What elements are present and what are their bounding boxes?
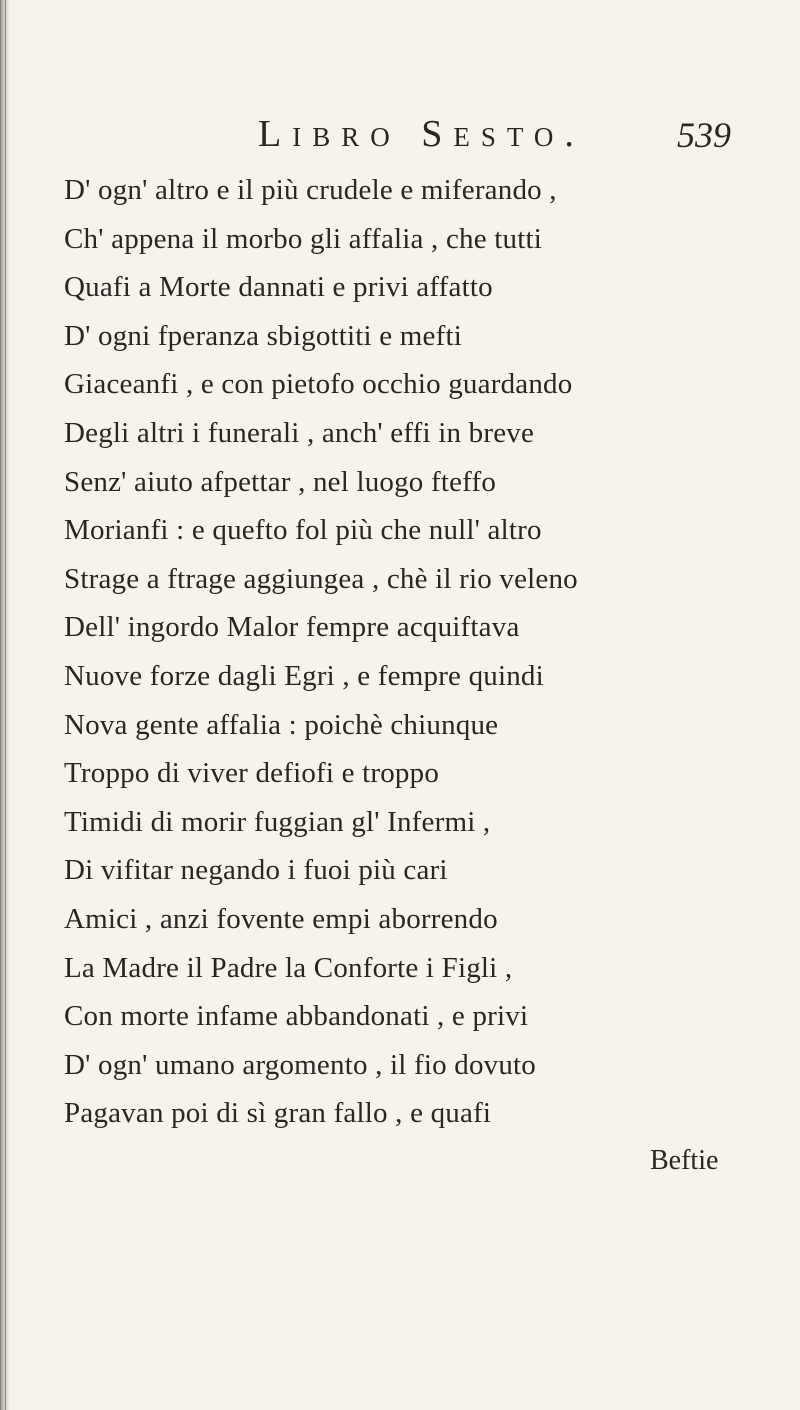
- verse-line: Nuove forze dagli Egri , e fempre quindi: [64, 659, 544, 692]
- verse-line: Morianfi : e quefto fol più che null' altro: [64, 514, 542, 547]
- verse-line: Giaceanfi , e con pietofo occhio guardando: [64, 368, 573, 401]
- verse-line: Di vifitar negando i fuoi più cari: [64, 854, 448, 887]
- verse-line: Pagavan poi di sì gran fallo , e quafi: [64, 1097, 492, 1130]
- verse-line: Senz' aiuto afpettar , nel luogo fteffo: [64, 465, 497, 498]
- running-header: [0, 112, 800, 162]
- verse-line: Quafi a Morte dannati e privi affatto: [64, 271, 493, 304]
- verse-line: Nova gente affalia : poichè chiunque: [64, 708, 499, 741]
- verse-line: Strage a ftrage aggiungea , chè il rio veleno: [64, 562, 578, 595]
- verse-line: La Madre il Padre la Conforte i Figli ,: [64, 951, 513, 984]
- verse-line: D' ogn' altro e il più crudele e miferando ,: [64, 174, 557, 206]
- catchword: Beftie: [650, 1145, 719, 1176]
- verse-line: Con morte infame abbandonati , e privi: [64, 1000, 529, 1033]
- verse-line: Amici , anzi fovente empi aborrendo: [64, 902, 498, 935]
- verse-line: Timidi di morir fuggian gl' Infermi ,: [64, 805, 491, 838]
- verse-line: D' ogn' umano argomento , il fio dovuto: [64, 1048, 536, 1081]
- page-number: 539: [677, 115, 731, 155]
- verse-line: Ch' appena il morbo gli affalia , che tutti: [64, 222, 542, 255]
- verse-line: Troppo di viver defiofi e troppo: [64, 757, 440, 790]
- verse-block: [64, 166, 764, 1138]
- page-edge-line: [5, 0, 6, 1410]
- verse-line: Degli altri i funerali , anch' effi in breve: [64, 416, 535, 449]
- running-head-title: Libro Sesto.: [258, 113, 585, 155]
- verse-line: Dell' ingordo Malor fempre acquiftava: [64, 611, 520, 644]
- verse-line: D' ogni fperanza sbigottiti e mefti: [64, 319, 462, 352]
